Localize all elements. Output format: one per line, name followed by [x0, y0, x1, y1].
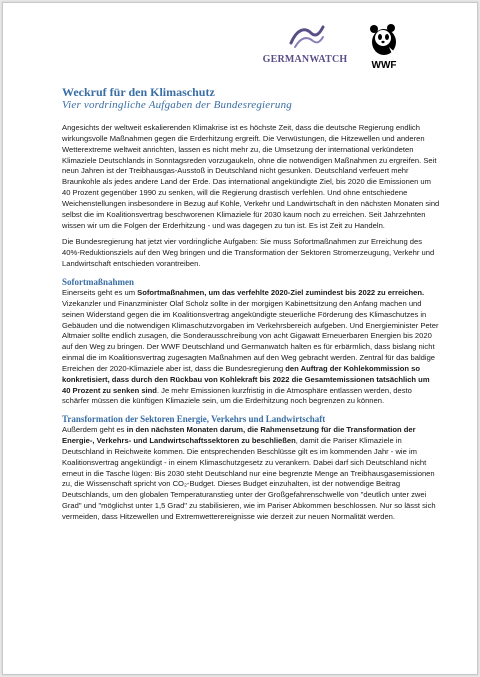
transformation-paragraph: Außerdem geht es in den nächsten Monaten darum, die Rahmensetzung für die Transformation der Energie-, Verkehrs- und Landwirtschaftssektoren zu beschließen, damit die Pariser Klimaziele in Deutschland in Reichweite kommen. Die entsprechenden Beschlüsse gilt es im kommenden Jahr - wie im Koalitionsvertrag angekündigt - in einem Klimaschutzgesetz zu verankern. Dabei darf sich Deutschland nicht erneut in die Tasche lügen: Bis 2030 steht Deutschland nur eine begrenzte Menge an Treibhausgasemissionen zu, die Wissenschaft spricht von CO₂-Budget. Dieses Budget einzuhalten, ist der notwendige Beitrag Deutschlands, um den globalen Temperaturanstieg unter der Großgefahrenschwelle von "deutlich unter zwei Grad" und "möglichst unter 1,5 Grad" zu stabilisieren, wie im Pariser Abkommen beschlossen. Nur so lässt sich vermeiden, dass Hitzewellen und Extremwetterereignisse wie derzeit zur neuen Normalität werden. — [62, 425, 436, 521]
section-heading-transformation: Transformation der Sektoren Energie, Verkehrs und Landwirtschaft — [62, 414, 326, 425]
document-body — [62, 123, 440, 523]
page-title: Weckruf für den Klimaschutz — [62, 85, 215, 99]
germanwatch-mark-icon — [289, 23, 325, 51]
panda-icon — [367, 23, 401, 57]
section-heading-sofortmassnahmen: Sofortmaßnahmen — [62, 276, 135, 287]
wwf-wordmark: WWF — [371, 60, 397, 71]
logo-header — [3, 3, 477, 83]
document-page — [2, 2, 478, 675]
germanwatch-logo — [262, 23, 348, 83]
sofortmassnahmen-paragraph: Einerseits geht es um Sofortmaßnahmen, um das verfehlte 2020-Ziel zumindest bis 2022 zu erreichen. Vizekanzler und Finanzminister Olaf Scholz sollte in der morgigen Kabinettsitzung den Anfang machen und seinen Widerstand gegen die im Koalitionsvertrag angekündigte steuerliche Förderung des Klimaschutzes in Gebäuden und die notwendigen Klimaschutzvorgaben im Verkehrsbereich aufgeben. Und Energieminister Peter Altmaier sollte endlich zusagen, die Sonderausschreibung von acht Gigawatt Erneuerbaren Energien bis 2020 auf den Weg zu bringen. Der WWF Deutschland und Germanwatch halten es für erbärmlich, dass bislang nicht einmal die im Koalitionsvertrag zugesagten Maßnahmen auf den Weg gebracht werden. Zentral für das baldige Erreichen der 2020-Klimaziele aber ist, dass die Bundesregierung den Auftrag der Kohlekommission so konkretisiert, dass durch den Rückbau von Kohlekraft bis 2022 die Gesamtemissionen tatsächlich um 40 Prozent zu senken sind. Je mehr Emissionen kurzfristig in die Atmosphäre entlassen werden, desto schärfer müssen die künftigen Klimaziele sein, um die Erderhitzung noch begrenzen zu können. — [62, 287, 439, 406]
intro-paragraph: Angesichts der weltweit eskalierenden Klimakrise ist es höchste Zeit, dass die deutsche Regierung endlich wirkungsvolle Maßnahmen gegen die Erderhitzung ergreift. Die Verwüstungen, die Hitzewellen und anderen Wetterextreme weltweit anrichten, lassen es nicht mehr zu, die Umsetzung der international verkündeten Klimaziele Deutschlands in Sonntagsreden vorzugaukeln, ohne die notwendigen Maßnahmen zu ergreifen. Seit neun Jahren ist der Treibhausgas-Ausstoß in Deutschland nicht gesunken. Deutschland verfeuert mehr Braunkohle als jedes andere Land der Erde. Das international angekündigte Ziel, bis 2020 die Emissionen um 40 Prozent gegenüber 1990 zu senken, will die Regierung drastisch verfehlen. Und ohne entschiedene Weichenstellungen insbesondere in Bezug auf Kohle, Verkehr und Landwirtschaft in den nächsten Monaten sind selbst die im Koalitionsvertrag beschworenen Klimaziele für 2030 kaum noch zu erreichen. Seit Jahrzehnten wissen wir um die Folgen der Erderhitzung - und was dagegen zu tun ist. Es ist Zeit zu Handeln. — [62, 123, 440, 230]
germanwatch-wordmark: GERMANWATCH — [262, 54, 348, 65]
page-subtitle: Vier vordringliche Aufgaben der Bundesregierung — [62, 99, 292, 111]
tasks-paragraph: Die Bundesregierung hat jetzt vier vordringliche Aufgaben: Sie muss Sofortmaßnahmen zur Erreichung des 40%-Reduktionsziels auf den Weg bringen und die Transformation der Sektoren Stromerzeugung, Verkehr und Landwirtschaft entschieden vorantreiben. — [62, 237, 435, 269]
wwf-logo — [367, 23, 401, 83]
